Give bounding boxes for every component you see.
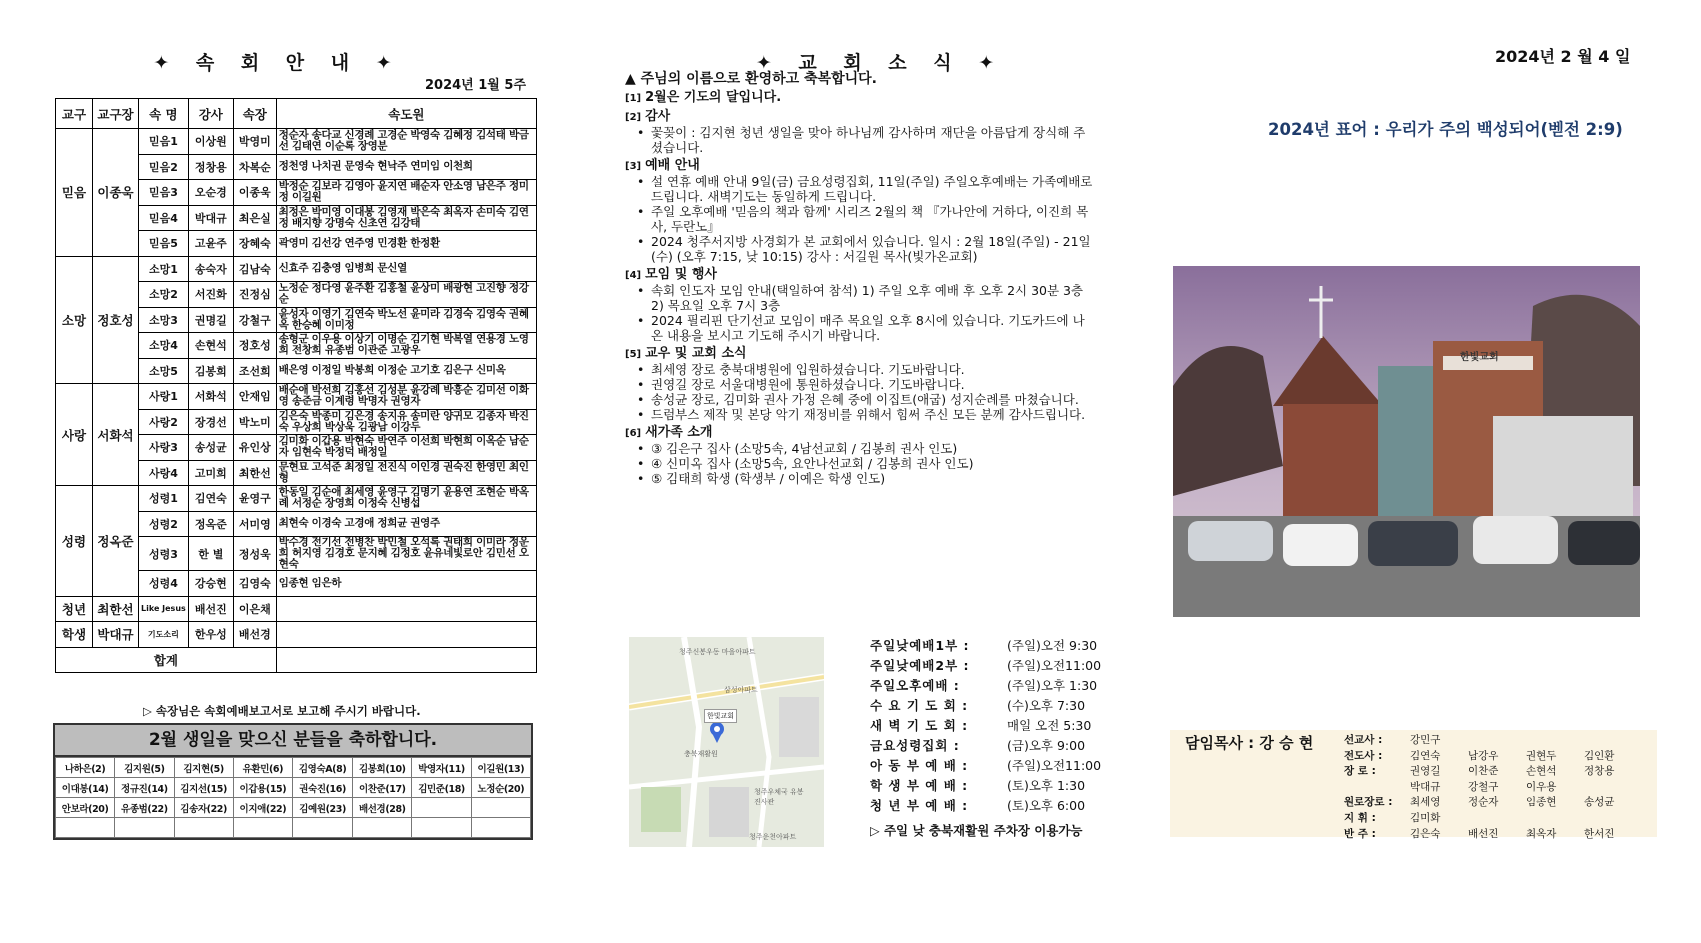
church-photo: [1173, 266, 1640, 617]
schedule-name: 금요성령집회 :: [870, 738, 960, 753]
head-cell: 진정심: [233, 282, 276, 308]
staff-name: 박대규: [1410, 780, 1441, 793]
birthday-cell: [353, 818, 412, 838]
members-cell: 송형군 이우용 이상기 이명순 김기현 박복열 연용경 노영희 전창희 유종범 이관준 고광우: [276, 333, 536, 359]
news-item-list: [637, 441, 1095, 486]
head-cell: 유인상: [233, 435, 276, 461]
group-name-cell: 소망5: [139, 358, 189, 384]
district-cell: 성령: [56, 486, 93, 597]
map-label-church: 한빛교회: [704, 709, 737, 723]
news-section-number: [1]: [625, 93, 642, 104]
youth-head-cell: 이은채: [233, 596, 276, 622]
birthday-cell: 이지애(22): [233, 798, 292, 818]
sokhoe-row: [56, 256, 537, 282]
staff-name: 송성균: [1584, 796, 1615, 809]
youth-leader-cell: 최한선: [93, 596, 139, 622]
staff-name: 강철구: [1468, 780, 1499, 793]
news-item: • ④ 신미옥 집사 (소망5속, 요안나선교회 / 김봉희 권사 인도): [637, 456, 1095, 471]
group-name-cell: 성령1: [139, 486, 189, 512]
map-label-6: 청주운천아파트: [749, 833, 797, 841]
birthday-row: [56, 778, 531, 798]
head-cell: 서미영: [233, 511, 276, 537]
head-cell: 최은실: [233, 205, 276, 231]
sokhoe-header-cell: 속장: [233, 99, 276, 129]
schedule-row: [870, 716, 1101, 736]
group-name-cell: 소망1: [139, 256, 189, 282]
members-cell: 임종현 임은하: [276, 571, 536, 597]
staff-name: 배선진: [1468, 827, 1499, 840]
schedule-time: (금)오후 9:00: [1007, 738, 1086, 753]
members-cell: 신효주 김충영 임병희 문신열: [276, 256, 536, 282]
news-section-number: [6]: [625, 428, 642, 439]
teacher-cell: 오순경: [188, 180, 233, 206]
head-cell: 이종욱: [233, 180, 276, 206]
staff-row: [1344, 811, 1642, 827]
schedule-row: [870, 676, 1101, 696]
birthday-cell: 김예원(23): [293, 798, 353, 818]
members-cell: 윤성자 이영기 김연숙 박노선 윤미라 김경숙 김영숙 권혜옥 한승혜 이미정: [276, 307, 536, 333]
student-teacher-cell: 한우성: [188, 622, 233, 648]
youth-members-cell: [276, 596, 536, 622]
sokhoe-table: [55, 98, 537, 673]
birthday-cell: [115, 818, 174, 838]
teacher-cell: 고윤주: [188, 231, 233, 257]
sokhoe-header-cell: 강사: [188, 99, 233, 129]
staff-name: 권영길: [1410, 765, 1441, 778]
staff-name: 이우용: [1526, 780, 1557, 793]
year-motto: 2024년 표어 : 우리가 주의 백성되어(벧전 2:9): [1268, 120, 1623, 139]
birthday-cell: 김영숙A(8): [293, 758, 353, 778]
members-cell: 박수경 전기선 전병찬 박민철 오석록 권태희 이미라 정운희 허지영 김경호 문지혜 김정호 윤유네빛로안 김민선 오현숙: [276, 537, 536, 571]
schedule-row: [870, 736, 1101, 756]
sokhoe-row: [56, 129, 537, 155]
sokhoe-header-cell: 교구: [56, 99, 93, 129]
sokhoe-row-student: [56, 622, 537, 648]
staff-name: 김은숙: [1410, 827, 1441, 840]
news-section-heading: [625, 158, 1095, 174]
student-members-cell: [276, 622, 536, 648]
schedule-name: 수 요 기 도 회 :: [870, 698, 969, 713]
birthday-cell: [174, 818, 233, 838]
district-cell: 믿음: [56, 129, 93, 257]
head-pastor: 담임목사 : 강 승 현: [1185, 734, 1314, 752]
news-section-title: 교우 및 교회 소식: [645, 346, 747, 361]
birthday-cell: 김지원(5): [115, 758, 174, 778]
members-cell: 최현숙 이경숙 고경애 정희균 권영주: [276, 511, 536, 537]
church-sign: 한빛교회: [1460, 352, 1499, 363]
members-cell: 노정순 정다영 윤주환 김홍철 윤상미 배광현 고진향 정강순: [276, 282, 536, 308]
teacher-cell: 이상원: [188, 129, 233, 155]
sokhoe-row: [56, 486, 537, 512]
members-cell: 한동일 김순애 최세영 윤영구 김명기 윤용연 조현순 박옥례 서정순 장영희 이정숙 신병섭: [276, 486, 536, 512]
news-item: • 2024 청주서지방 사경회가 본 교회에서 있습니다. 일시 : 2월 18일(주일) - 21일(수) (오후 7:15, 낮 10:15) 강사 : 서길원 목사(빛가온교회): [637, 234, 1095, 264]
news-section-heading: [625, 346, 1095, 362]
news-section-heading: [625, 267, 1095, 283]
staff-row: [1344, 764, 1642, 780]
members-cell: 곽영미 김선강 연주영 민경환 한정환: [276, 231, 536, 257]
staff-row: [1344, 749, 1642, 765]
teacher-cell: 고미희: [188, 460, 233, 486]
map-graphic: [629, 637, 824, 847]
schedule-name: 주일낮예배2부 :: [870, 658, 970, 673]
schedule-time: 매일 오전 5:30: [1007, 718, 1092, 733]
district-leader-cell: 이종욱: [93, 129, 139, 257]
head-cell: 최한선: [233, 460, 276, 486]
group-name-cell: 믿음3: [139, 180, 189, 206]
staff-name: 김인환: [1584, 749, 1615, 762]
head-cell: 윤영구: [233, 486, 276, 512]
staff-name: 강민구: [1410, 734, 1441, 746]
head-cell: 차복순: [233, 154, 276, 180]
birthday-cell: 김송자(22): [174, 798, 233, 818]
members-cell: 김미화 이갑용 박현숙 박연주 이선희 박현희 이옥순 남순자 임현숙 박정덕 배정일: [276, 435, 536, 461]
group-name-cell: 사랑1: [139, 384, 189, 410]
staff-role: 원로장로 :: [1344, 796, 1393, 809]
news-lead: ▲ 주님의 이름으로 환영하고 축복합니다.: [625, 71, 877, 87]
staff-name: 김연숙: [1410, 749, 1441, 762]
birthday-cell: [56, 818, 115, 838]
birthday-cell: 안보라(20): [56, 798, 115, 818]
group-name-cell: 사랑3: [139, 435, 189, 461]
staff-row: [1344, 733, 1642, 749]
news-item-list: [637, 174, 1095, 264]
sokhoe-title: ✦ 속 회 안 내 ✦: [153, 52, 402, 74]
schedule-name: 학 생 부 예 배 :: [870, 778, 969, 793]
members-cell: 배은영 이정일 박봉희 이정순 고기호 김은구 신미옥: [276, 358, 536, 384]
teacher-cell: 송숙자: [188, 256, 233, 282]
members-cell: 박정순 김보라 김영아 윤지연 배순자 안소영 남은주 정미정 이길원: [276, 180, 536, 206]
head-cell: 강철구: [233, 307, 276, 333]
birthday-row: [56, 798, 531, 818]
staff-role: 선교사 :: [1344, 734, 1383, 746]
members-cell: 문현묘 고석준 최정일 전진식 이인경 권숙진 한영민 최인형: [276, 460, 536, 486]
staff-name: 최세영: [1410, 796, 1441, 809]
map-label-5: 청주우체국 유봉진사관: [754, 788, 804, 806]
members-cell: 최정은 박미영 이대봉 김영재 박은숙 최옥자 손미숙 김연정 배지향 강명숙 신초연 김강태: [276, 205, 536, 231]
schedule-time: (수)오후 7:30: [1007, 698, 1086, 713]
news-section-number: [4]: [625, 270, 642, 281]
news-item: • 2024 필리핀 단기선교 모임이 매주 목요일 오후 8시에 있습니다. 기도카드에 나온 내용을 보시고 기도해 주시기 바랍니다.: [637, 313, 1095, 343]
schedule-time: (주일)오전11:00: [1007, 658, 1102, 673]
sokhoe-row: [56, 384, 537, 410]
birthday-cell: 이갑용(15): [233, 778, 292, 798]
sokhoe-header-cell: 교구장: [93, 99, 139, 129]
teacher-cell: 장경선: [188, 409, 233, 435]
map-label-1: 청주신봉우동 마을아파트: [679, 648, 756, 656]
news-section-number: [2]: [625, 112, 642, 123]
head-cell: 박영미: [233, 129, 276, 155]
birthday-cell: 노정순(20): [471, 778, 530, 798]
news-title: ✦ 교 회 소 식 ✦: [755, 52, 1005, 74]
news-item: • 설 연휴 예배 안내 9일(금) 금요성령집회, 11일(주일) 주일오후예배는 가족예배로 드립니다. 새벽기도는 동일하게 드립니다.: [637, 174, 1095, 204]
group-name-cell: 사랑4: [139, 460, 189, 486]
student-name-cell: 기도소리: [139, 622, 189, 648]
head-cell: 정성욱: [233, 537, 276, 571]
news-item: • 최세영 장로 충북대병원에 입원하셨습니다. 기도바랍니다.: [637, 362, 1095, 377]
birthday-cell: 김지현(5): [174, 758, 233, 778]
staff-row: [1344, 795, 1642, 811]
news-item: • 꽃꽂이 : 김지현 청년 생일을 맞아 하나님께 감사하며 재단을 아름답게 장식해 주셨습니다.: [637, 125, 1095, 155]
total-label: 합계: [56, 647, 277, 673]
staff-role: [1344, 780, 1410, 796]
birthday-cell: 김민준(18): [412, 778, 471, 798]
news-item: • ③ 김은구 집사 (소망5속, 4남선교회 / 김봉희 권사 인도): [637, 441, 1095, 456]
staff-row: [1344, 827, 1642, 843]
district-cell: 사랑: [56, 384, 93, 486]
birthday-title: 2월 생일을 맞으신 분들을 축하합니다.: [55, 725, 531, 757]
news-body: [625, 72, 1095, 486]
schedule-time: (주일)오전 9:30: [1007, 638, 1098, 653]
staff-name: 손현석: [1526, 765, 1557, 778]
birthday-cell: [233, 818, 292, 838]
birthday-cell: [412, 818, 471, 838]
schedule-row: [870, 756, 1101, 776]
news-section-title: 감사: [645, 109, 671, 124]
schedule-time: (토)오후 1:30: [1007, 778, 1086, 793]
schedule-row: [870, 656, 1101, 676]
birthday-cell: 이대봉(14): [56, 778, 115, 798]
group-name-cell: 믿음2: [139, 154, 189, 180]
head-cell: 김영숙: [233, 571, 276, 597]
news-section-number: [3]: [625, 161, 642, 172]
members-cell: 김은숙 박종미 김은경 송지유 송미란 양귀모 김종자 박진숙 우상희 박상욱 김광남 이강두: [276, 409, 536, 435]
birthday-cell: 이길원(13): [471, 758, 530, 778]
birthday-cell: [471, 798, 530, 818]
staff-name: 정창용: [1584, 765, 1615, 778]
district-cell: 소망: [56, 256, 93, 384]
schedule-name: 새 벽 기 도 회 :: [870, 718, 969, 733]
news-section-title: 예배 안내: [645, 158, 700, 173]
news-item: • 권영길 장로 서울대병원에 통원하셨습니다. 기도바랍니다.: [637, 377, 1095, 392]
worship-schedule: [870, 636, 1101, 816]
head-cell: 안재임: [233, 384, 276, 410]
schedule-name: 청 년 부 예 배 :: [870, 798, 969, 813]
news-item-list: [637, 283, 1095, 343]
staff-role: 지 휘 :: [1344, 811, 1376, 824]
sokhoe-week: 2024년 1월 5주: [425, 78, 526, 93]
map-label-2: 삼성아파트: [724, 686, 758, 694]
head-cell: 김남숙: [233, 256, 276, 282]
head-cell: 정호성: [233, 333, 276, 359]
total-value: [276, 647, 536, 673]
sokhoe-header-row: [56, 99, 537, 129]
group-name-cell: 소망2: [139, 282, 189, 308]
birthday-cell: 유종범(22): [115, 798, 174, 818]
group-name-cell: 사랑2: [139, 409, 189, 435]
teacher-cell: 김연숙: [188, 486, 233, 512]
schedule-name: 아 동 부 예 배 :: [870, 758, 969, 773]
teacher-cell: 서화석: [188, 384, 233, 410]
district-leader-cell: 정호성: [93, 256, 139, 384]
news-section-heading: [625, 425, 1095, 441]
news-item: • 속회 인도자 모임 안내(택일하여 참석) 1) 주일 오후 예배 후 오후 2시 30분 3층 2) 목요일 오후 7시 3층: [637, 283, 1095, 313]
staff-name: 김미화: [1410, 811, 1441, 824]
news-item: • 송성균 장로, 김미화 권사 가정 은혜 중에 이집트(애굽) 성지순례를 마쳤습니다.: [637, 392, 1095, 407]
birthday-cell: [412, 798, 471, 818]
birthday-box: [53, 723, 533, 840]
birthday-cell: 김지선(15): [174, 778, 233, 798]
group-name-cell: 믿음1: [139, 129, 189, 155]
schedule-name: 주일낮예배1부 :: [870, 638, 970, 653]
group-name-cell: 믿음4: [139, 205, 189, 231]
news-item: • ⑤ 김태희 학생 (학생부 / 이예은 학생 인도): [637, 471, 1095, 486]
group-name-cell: 소망4: [139, 333, 189, 359]
news-section-title: 2월은 기도의 달입니다.: [645, 90, 782, 105]
schedule-row: [870, 636, 1101, 656]
staff-role: 전도사 :: [1344, 749, 1383, 762]
staff-name: 한서진: [1584, 827, 1615, 840]
staff-name: 남강우: [1468, 749, 1499, 762]
staff-role: 반 주 :: [1344, 827, 1376, 840]
head-cell: 장혜숙: [233, 231, 276, 257]
sokhoe-note: ▷ 속장님은 속회예배보고서로 보고해 주시기 바랍니다.: [143, 704, 421, 718]
head-cell: 박노미: [233, 409, 276, 435]
group-name-cell: 성령3: [139, 537, 189, 571]
group-name-cell: 소망3: [139, 307, 189, 333]
teacher-cell: 정창용: [188, 154, 233, 180]
teacher-cell: 손현석: [188, 333, 233, 359]
sokhoe-total-row: [56, 647, 537, 673]
staff-name: 최옥자: [1526, 827, 1557, 840]
members-cell: 정순자 송다교 신경례 고경순 박영숙 김혜정 김석태 박금선 김태연 이순록 장영분: [276, 129, 536, 155]
birthday-cell: 배선경(28): [353, 798, 412, 818]
news-item: • 주일 오후예배 '믿음의 책과 함께' 시리즈 2월의 책 『가나안에 거하다, 이진희 목사, 두란노』: [637, 204, 1095, 234]
teacher-cell: 한 별: [188, 537, 233, 571]
staff-role: 장 로 :: [1344, 765, 1376, 778]
birthday-cell: [293, 818, 353, 838]
news-section-title: 새가족 소개: [645, 425, 713, 440]
staff-list: [1344, 733, 1642, 842]
district-leader-cell: 정옥준: [93, 486, 139, 597]
schedule-row: [870, 696, 1101, 716]
news-section-number: [5]: [625, 349, 642, 360]
staff-row: [1344, 780, 1642, 796]
sokhoe-body: [56, 129, 537, 673]
group-name-cell: 성령2: [139, 511, 189, 537]
birthday-cell: 권숙진(16): [293, 778, 353, 798]
teacher-cell: 강승현: [188, 571, 233, 597]
teacher-cell: 권명길: [188, 307, 233, 333]
schedule-time: (토)오후 6:00: [1007, 798, 1086, 813]
sokhoe-header-cell: 속 명: [139, 99, 189, 129]
birthday-cell: 나하은(2): [56, 758, 115, 778]
sokhoe-header-cell: 속도원: [276, 99, 536, 129]
group-name-cell: 믿음5: [139, 231, 189, 257]
group-name-cell: 성령4: [139, 571, 189, 597]
schedule-time: (주일)오전11:00: [1007, 758, 1102, 773]
news-section-title: 모임 및 행사: [645, 267, 717, 282]
birthday-table: [56, 758, 531, 838]
news-section-heading: [625, 90, 1095, 106]
birthday-row: [56, 818, 531, 838]
schedule-time: (주일)오후 1:30: [1007, 678, 1098, 693]
teacher-cell: 정옥준: [188, 511, 233, 537]
birthday-cell: 김봉희(10): [353, 758, 412, 778]
teacher-cell: 박대규: [188, 205, 233, 231]
schedule-name: 주일오후예배 :: [870, 678, 960, 693]
birthday-cell: 정규진(14): [115, 778, 174, 798]
teacher-cell: 송성균: [188, 435, 233, 461]
district-leader-cell: 서화석: [93, 384, 139, 486]
parking-note: ▷ 주일 낮 충북재활원 주차장 이용가능: [870, 823, 1083, 838]
teacher-cell: 김봉희: [188, 358, 233, 384]
schedule-row: [870, 776, 1101, 796]
student-leader-cell: 박대규: [93, 622, 139, 648]
staff-name: 정순자: [1468, 796, 1499, 809]
youth-district-cell: 청년: [56, 596, 93, 622]
members-cell: 배순애 박선희 김홍선 김성분 윤강례 박흥순 김미선 이화영 송준금 이계령 박명자 권영자: [276, 384, 536, 410]
youth-teacher-cell: 배선진: [188, 596, 233, 622]
staff-name: 권현두: [1526, 749, 1557, 762]
birthday-row: [56, 758, 531, 778]
news-item: • 드럼부스 제작 및 본당 악기 재정비를 위해서 힘써 주신 모든 분께 감사드립니다.: [637, 407, 1095, 422]
student-district-cell: 학생: [56, 622, 93, 648]
birthday-cell: 박영자(11): [412, 758, 471, 778]
news-item-list: [637, 362, 1095, 422]
head-cell: 조선희: [233, 358, 276, 384]
birthday-cell: 유환민(6): [233, 758, 292, 778]
student-head-cell: 배선경: [233, 622, 276, 648]
members-cell: 정천영 나치권 문영숙 현낙주 연미임 이천희: [276, 154, 536, 180]
birthday-cell: 이찬준(17): [353, 778, 412, 798]
staff-name: 임종현: [1526, 796, 1557, 809]
bulletin-date: 2024년 2 월 4 일: [1495, 47, 1631, 66]
map-label-4: 충북재활원: [684, 750, 718, 758]
news-section-heading: [625, 109, 1095, 125]
schedule-row: [870, 796, 1101, 816]
birthday-cell: [471, 818, 530, 838]
youth-name-cell: Like Jesus: [139, 596, 189, 622]
news-item-list: [637, 125, 1095, 155]
teacher-cell: 서진화: [188, 282, 233, 308]
sokhoe-row-youth: [56, 596, 537, 622]
location-map[interactable]: [629, 637, 824, 847]
staff-name: 이찬준: [1468, 765, 1499, 778]
